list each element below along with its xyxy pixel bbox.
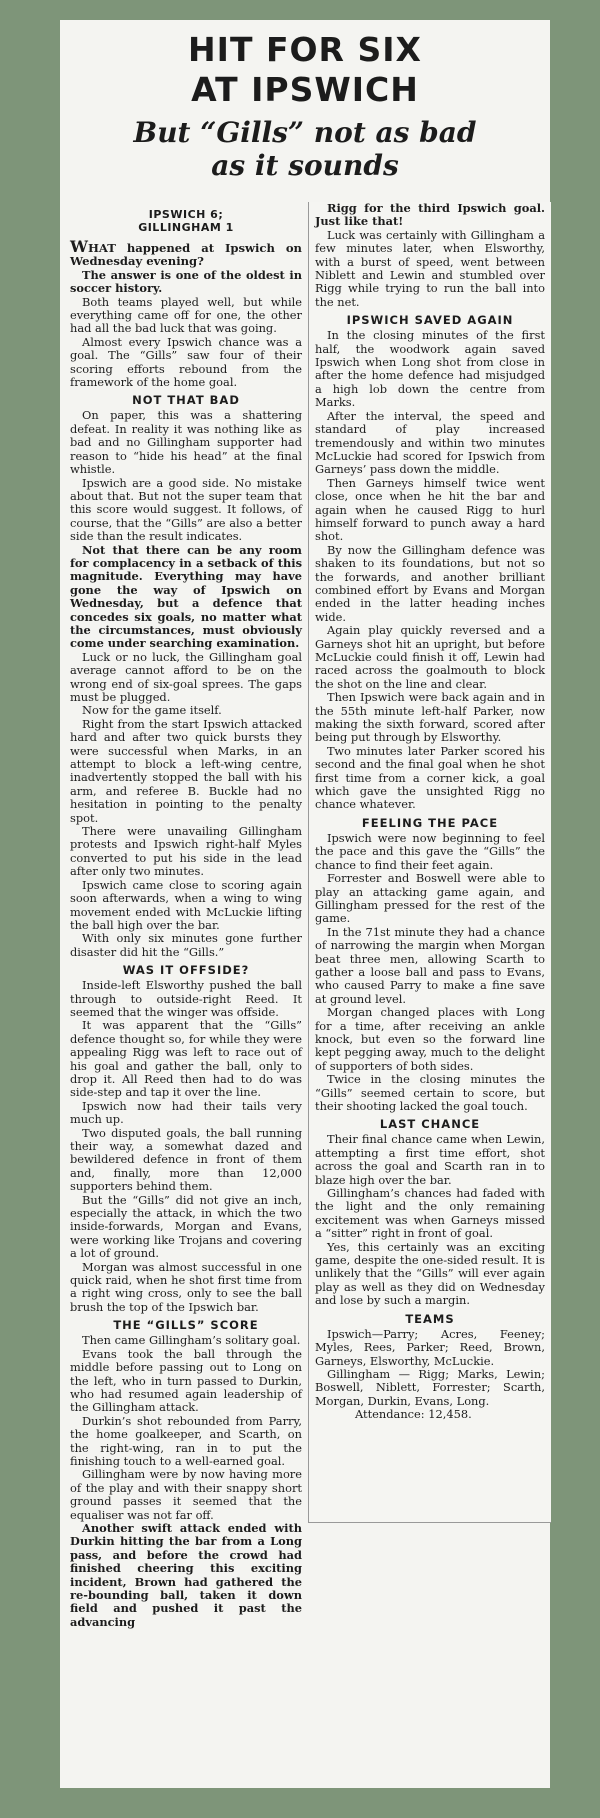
- paragraph: By now the Gillingham defence was shaken to its foundations, but not so the forwards, and another brilliant combined effort by Evans and Morgan ended in the latter heading inches wide.: [315, 542, 545, 624]
- score-line-2: GILLINGHAM 1: [138, 221, 234, 234]
- section-heading: WAS IT OFFSIDE?: [122, 963, 250, 978]
- paragraph: Gillingham’s chances had faded with the light and the only remaining excitement was when Garneys missed a “sitter” right in front of goal.: [315, 1186, 545, 1241]
- section-heading: NOT THAT BAD: [132, 393, 240, 408]
- attendance: Attendance: 12,458.: [355, 1407, 472, 1422]
- paragraph: Ipswich now had their tails very much up.: [70, 1098, 302, 1127]
- paragraph: Durkin’s shot rebounded from Parry, the home goalkeeper, and Scarth, on the right-wing, ran in to put the finishing touch to a well-earned goal.: [70, 1413, 302, 1468]
- paragraph: Gillingham — Rigg; Marks, Lewin; Boswell, Niblett, Forrester; Scarth, Morgan, Durkin, Evans, Long.: [315, 1366, 545, 1408]
- paragraph: Inside-left Elsworthy pushed the ball through to outside-right Reed. It seemed that the winger was offside.: [70, 978, 302, 1019]
- paragraph: It was apparent that the “Gills” defence thought so, for while they were appealing Rigg was left to race out of his goal and gather the ball, only to drop it. All Reed then had to do was side-step and tap it over the line.: [70, 1018, 302, 1100]
- subheadline-line-1: But “Gills” not as bad: [133, 116, 477, 149]
- paragraph: Ipswich are a good side. No mistake about that. But not the super team that this score would suggest. It follows, of course, that the “Gills” are also a better side than the result indicates.: [70, 475, 302, 544]
- paragraph: Both teams played well, but while everything came off for one, the other had all the bad luck that was going.: [70, 294, 302, 336]
- paragraph: Then Garneys himself twice went close, once when he hit the bar and again when he caused Rigg to hurl himself forward to punch away a hard shot.: [315, 475, 545, 544]
- section-heading: IPSWICH SAVED AGAIN: [346, 313, 514, 328]
- headline: [60, 30, 550, 110]
- paragraph: Morgan was almost successful in one quick raid, when he shot first time from a right wing cross, only to see the ball brush the top of the Ipswich bar.: [70, 1259, 302, 1314]
- paragraph: The answer is one of the oldest in soccer history.: [70, 267, 302, 296]
- paragraph: Now for the game itself.: [82, 703, 222, 718]
- paragraph: Their final chance came when Lewin, attempting a first time effort, shot across the goal and Scarth ran in to blaze high over the bar.: [315, 1132, 545, 1187]
- paragraph: On paper, this was a shattering defeat. In reality it was nothing like as bad and no Gillingham supporter had reason to “hide his head” at the final whistle.: [70, 408, 302, 477]
- paragraph: In the 71st minute they had a chance of narrowing the margin when Morgan beat three men, allowing Scarth to gather a loose ball and pass to Evans, who caused Parry to make a fine save at ground level.: [315, 924, 545, 1006]
- lead-paragraph: [70, 237, 302, 269]
- paragraph: Ipswich—Parry; Acres, Feeney; Myles, Rees, Parker; Reed, Brown, Garneys, Elsworthy, McLuckie.: [315, 1326, 545, 1368]
- paragraph: Gillingham were by now having more of the play and with their snappy short ground passes it seemed that the equaliser was not far off.: [70, 1467, 302, 1522]
- paragraph: There were unavailing Gillingham protests and Ipswich right-half Myles converted to put his side in the lead after only two minutes.: [70, 824, 302, 879]
- right-column: [308, 202, 551, 1523]
- paragraph: With only six minutes gone further disaster did hit the “Gills.”: [70, 931, 302, 959]
- paragraph: Then Ipswich were back again and in the 55th minute left-half Parker, now making the sixth forward, scored after being put through by Elsworthy.: [315, 690, 545, 745]
- paragraph: After the interval, the speed and standard of play increased tremendously and within two minutes McLuckie had scored for Ipswich from Garneys’ pass down the middle.: [315, 408, 545, 477]
- paragraph: Forrester and Boswell were able to play an attacking game again, and Gillingham pressed for the rest of the game.: [315, 871, 545, 926]
- paragraph: Ipswich came close to scoring again soon afterwards, when a wing to wing movement ended with McLuckie lifting the ball high over the bar.: [70, 877, 302, 932]
- paragraph: Luck or no luck, the Gillingham goal average cannot afford to be on the wrong end of six-goal sprees. The gaps must be plugged.: [70, 649, 302, 704]
- section-heading: LAST CHANCE: [379, 1117, 481, 1132]
- newspaper-clipping: [60, 20, 550, 1788]
- paragraph: Twice in the closing minutes the “Gills” seemed certain to score, but their shooting lacked the goal touch.: [315, 1072, 545, 1113]
- left-column: [64, 202, 308, 1782]
- paragraph: Rigg for the third Ipswich goal. Just like that!: [315, 202, 545, 229]
- article-body: [60, 202, 550, 1788]
- paragraph: Two disputed goals, the ball running their way, a somewhat dazed and bewildered defence in front of them and, finally, more than 12,000 supporters behind them.: [70, 1125, 302, 1194]
- paragraph: Yes, this certainly was an exciting game, despite the one-sided result. It is unlikely that the “Gills” will ever again play as well as they did on Wednesday and lose by such a margin.: [315, 1239, 545, 1308]
- score-line-1: IPSWICH 6;: [148, 208, 224, 221]
- left-column-text: [70, 237, 302, 1629]
- paragraph: Morgan changed places with Long for a time, after receiving an ankle knock, but even so the forward line kept pegging away, much to the delight of supporters of both sides.: [315, 1005, 545, 1073]
- paragraph: Ipswich were now beginning to feel the pace and this gave the “Gills” the chance to find their feet again.: [315, 830, 545, 872]
- subheadline: [60, 116, 550, 182]
- headline-line-2: AT IPSWICH: [191, 70, 419, 109]
- section-heading: FEELING THE PACE: [361, 815, 499, 830]
- paragraph: Not that there can be any room for complacency in a setback of this magnitude. Everything may have gone the way of Ipswich on Wednesday, but a defence that concedes six goals, no matter what the circumstances, must obviously come under searching examination.: [70, 542, 302, 651]
- paragraph: Then came Gillingham’s solitary goal.: [82, 1333, 301, 1348]
- paragraph: In the closing minutes of the first half, the woodwork again saved Ipswich when Long shot from close in after the home defence had misjudged a high lob down the centre from Marks.: [315, 328, 545, 410]
- right-column-text: [315, 202, 545, 1422]
- paragraph: Right from the start Ipswich attacked hard and after two quick bursts they were successful when Marks, in an attempt to block a left-wing centre, inadvertently stopped the ball with his arm, and referee B. Buckle had no hesitation in pointing to the penalty spot.: [70, 716, 302, 825]
- headline-line-1: HIT FOR SIX: [188, 30, 422, 69]
- paragraph: Almost every Ipswich chance was a goal. The “Gills” saw four of their scoring efforts rebound from the framework of the home goal.: [70, 334, 302, 390]
- subheadline-line-2: as it sounds: [211, 149, 399, 182]
- paragraph: Two minutes later Parker scored his second and the final goal when he shot first time from a corner kick, a goal which gave the unsighted Rigg no chance whatever.: [315, 743, 545, 812]
- drop-cap: W: [70, 237, 88, 256]
- section-heading: THE “GILLS” SCORE: [113, 1318, 259, 1333]
- paragraph: But the “Gills” did not give an inch, especially the attack, in which the two inside-forwards, Morgan and Evans, were working like Trojans and covering a lot of ground.: [70, 1192, 302, 1261]
- paragraph: Evans took the ball through the middle before passing out to Long on the left, who in turn passed to Durkin, who had resumed again leadership of the Gillingham attack.: [70, 1346, 302, 1415]
- paragraph: Again play quickly reversed and a Garneys shot hit an upright, but before McLuckie could finish it off, Lewin had raced across the goalmouth to block the shot on the line and clear.: [315, 623, 545, 691]
- lead-text: HAT happened at Ipswich on Wednesday evening?: [70, 241, 302, 269]
- paragraph: Another swift attack ended with Durkin hitting the bar from a Long pass, and before the crowd had finished cheering this exciting incident, Brown had gathered the re-bounding ball, taken it down field and pushed it past the advancing: [70, 1520, 302, 1629]
- paragraph: Luck was certainly with Gillingham a few minutes later, when Elsworthy, with a burst of speed, went between Niblett and Lewin and stumbled over Rigg while trying to run the ball into the net.: [315, 227, 545, 309]
- score-line: [70, 208, 302, 234]
- section-heading: TEAMS: [405, 1311, 455, 1326]
